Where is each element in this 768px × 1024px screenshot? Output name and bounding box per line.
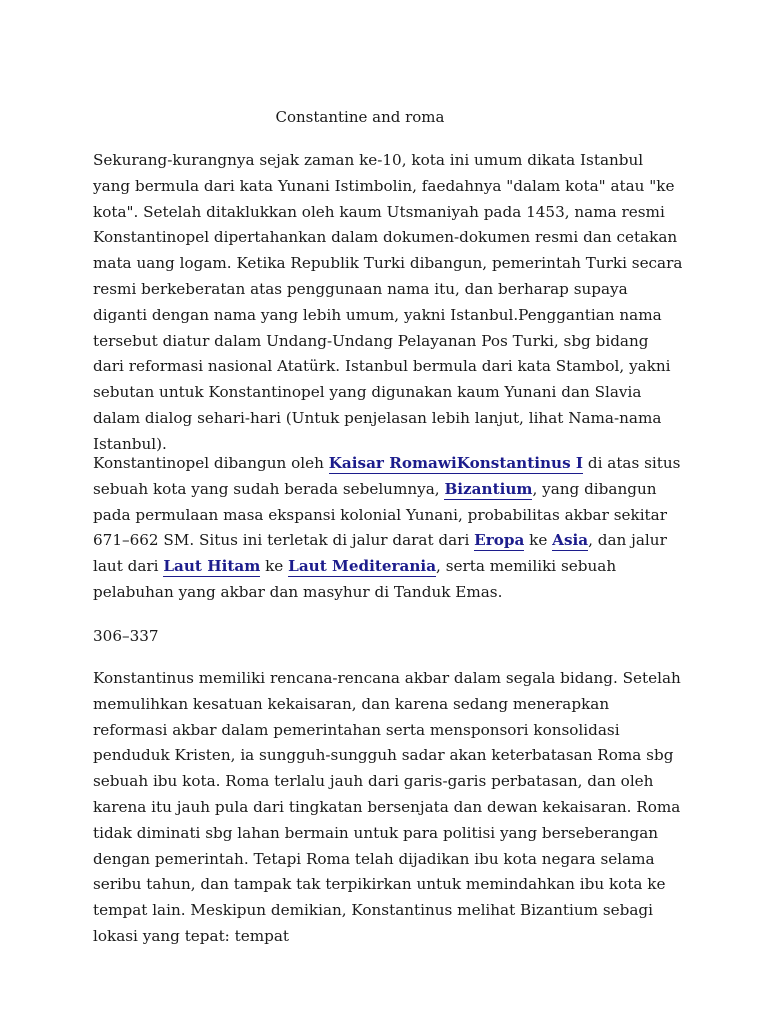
paragraph-text: ke	[524, 531, 553, 550]
paragraph-text: , dan jalur laut dari	[93, 531, 667, 576]
paragraph-konstantinus-plans: Konstantinus memiliki rencana-rencana akbar dalam segala bidang. Setelah memulihkan kesatuan kekaisaran, dan karena sedang menerapkan reformasi akbar dalam pemerintahan serta mensponsori konsolidasi penduduk Kristen, ia sungguh-sungguh sadar akan keterbatasan Roma sbg sebuah ibu kota. Roma terlalu jauh dari garis-garis perbatasan, dan oleh karena itu jauh pula dari tingkatan bersenjata dan dewan kekaisaran. Roma tidak diminati sbg lahan bermain untuk para politisi yang berseberangan dengan pemerintah. Tetapi Roma telah dijadikan ibu kota negara selama seribu tahun, dan tampak tak terpikirkan untuk memindahkan ibu kota ke tempat lain. Meskipun demikian, Konstantinus melihat Bizantium sebagi lokasi yang tepat: tempat	[93, 669, 681, 945]
link-laut-mediterania[interactable]: Laut Mediterania	[288, 557, 437, 576]
paragraph-text: Konstantinopel dibangun oleh	[93, 454, 329, 472]
link-kaisar-romawi-konstantinus[interactable]: Kaisar RomawiKonstantinus I	[328, 454, 584, 472]
paragraph-istanbul-name: Sekurang-kurangnya sejak zaman ke-10, kota ini umum dikata Istanbul yang bermula dari kata Yunani Istimbolin, faedahnya "dalam kota" atau "ke kota". Setelah ditaklukkan oleh kaum Utsmaniyah pada 1453, nama resmi Konstantinopel dipertahankan dalam dokumen-dokumen resmi dan cetakan mata uang logam. Ketika Republik Turki dibangun, pemerintah Turki secara resmi berkeberatan atas penggunaan nama itu, dan berharap supaya diganti dengan nama yang lebih umum, yakni Istanbul.Penggantian nama tersebut diatur dalam Undang-Undang Pelayanan Pos Turki, sbg bidang dari reformasi nasional Atatürk. Istanbul bermula dari kata Stambol, yakni sebutan untuk Konstantinopel yang digunakan kaum Yunani dan Slavia dalam dialog sehari-hari (Untuk penjelasan lebih lanjut, lihat Nama-nama Istanbul).	[93, 151, 683, 453]
paragraph-text: di atas situs sebuah kota yang sudah berada sebelumnya,	[93, 454, 681, 498]
link-laut-hitam[interactable]: Laut Hitam	[163, 557, 261, 576]
paragraph-text: ke	[260, 557, 289, 576]
document-title: Constantine and roma	[275, 108, 445, 126]
paragraph-konstantinopel-founding	[93, 451, 683, 606]
paragraph-text: , serta memiliki sebuah pelabuhan yang akbar dan masyhur di Tanduk Emas.	[93, 557, 617, 601]
paragraph-text: , yang dibangun pada permulaan masa ekspansi kolonial Yunani, probabilitas akbar sekitar 671–662 SM. Situs ini terletak di jalur darat dari	[93, 479, 667, 550]
paragraph-years: 306–337	[93, 627, 159, 645]
link-asia[interactable]: Asia	[552, 531, 589, 550]
link-eropa[interactable]: Eropa	[474, 531, 525, 550]
link-bizantium[interactable]: Bizantium	[444, 479, 533, 498]
